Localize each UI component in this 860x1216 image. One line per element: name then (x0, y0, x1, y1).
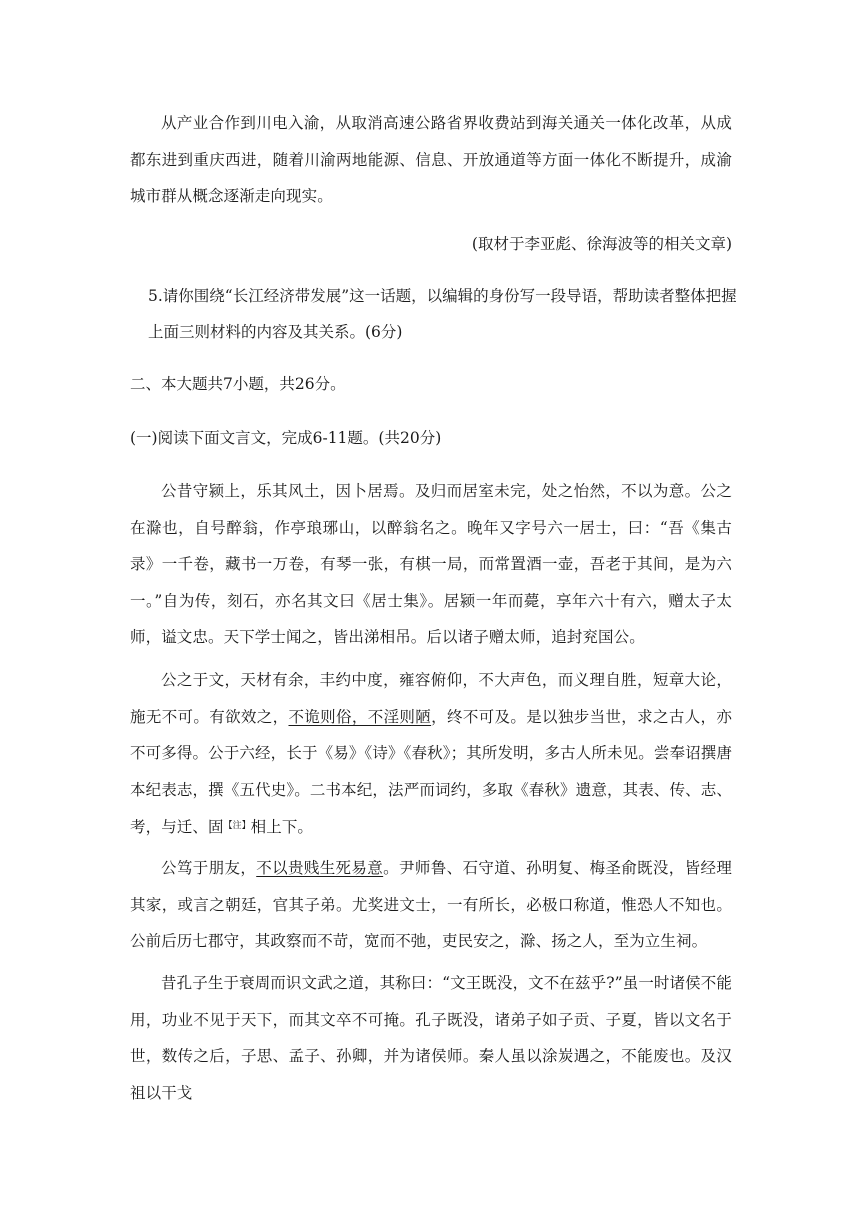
annotation-marker: 【注】 (223, 821, 251, 832)
passage-paragraph-3-text-a: 公笃于朋友， (161, 859, 257, 877)
passage-paragraph-2-text-a: 公之于文，天材有余，丰约中度，雍容俯仰，不大声色，而义理自胜，短章大论，施无不可。有欲效之， (130, 671, 732, 726)
section-heading: 二、本大题共7小题，共26分。 (130, 375, 346, 393)
question-5-line-1: 5.请你围绕“长江经济带发展”这一话题，以编辑的身份写一段导语，帮助读者整体把握 (148, 287, 737, 305)
underlined-phrase-1: 不诡则俗，不淫则陋 (288, 707, 432, 726)
passage-paragraph-2-text-b: ，终不可及。是以独步当世，求之古人，亦不可多得。公于六经，长于《易》《诗》《春秋》；其所发明，多古人所未见。尝奉诏撰唐本纪表志，撰《五代史》。二书本纪，法严而词约，多取《春秋》遗意，其表、传、志、考，与迁、固 (130, 707, 732, 837)
material-closing-paragraph: 从产业合作到川电入渝，从取消高速公路省界收费站到海关通关一体化改革，从成都东进到重庆西进，随着川渝两地能源、信息、开放通道等方面一体化不断提升，成渝城市群从概念逐渐走向现实。 (130, 114, 732, 206)
underlined-phrase-2: 不以贵贱生死易意 (256, 859, 384, 877)
passage-paragraph-2-text-c: 相上下。 (250, 818, 314, 837)
passage-paragraph-2 (130, 662, 732, 846)
passage-paragraph-3 (130, 850, 732, 960)
passage-paragraph-1: 公昔守颍上，乐其风土，因卜居焉。及归而居室未完，处之怡然，不以为意。公之在滁也，自号醉翁，作亭琅琊山，以醉翁名之。晚年又字号六一居士，曰：“吾《集古录》一千卷，藏书一万卷，有琴一张，有棋一局，而常置酒一壶，吾老于其间，是为六一。”自为传，刻石，亦名其文曰《居士集》。居颍一年而薨，享年六十有六，赠太子太师，谥文忠。天下学士闻之，皆出涕相吊。后以诸子赠太师，追封兖国公。 (130, 482, 732, 647)
question-5-line-2: 上面三则材料的内容及其关系。(6分) (148, 323, 403, 341)
classical-reading-subheading: (一)阅读下面文言文，完成6-11题。(共20分) (130, 429, 442, 447)
passage-paragraph-3-text-b: 。尹师鲁、石守道、孙明复、梅圣俞既没，皆经理其家，或言之朝廷，官其子弟。尤奖进文士，一有所长，必极口称道，惟恐人不知也。公前后历七郡守，其政察而不苛，宽而不弛，吏民安之，滁、扬之人，至为立生祠。 (130, 859, 732, 951)
source-citation: (取材于李亚彪、徐海波等的相关文章) (471, 235, 732, 253)
passage-paragraph-4: 昔孔子生于衰周而识文武之道，其称曰：“文王既没，文不在兹乎?”虽一时诸侯不能用，功业不见于天下，而其文卒不可掩。孔子既没，诸弟子如子贡、子夏，皆以文名于世，数传之后，子思、孟子、孙卿，并为诸侯师。秦人虽以涂炭遇之，不能废也。及汉祖以干戈 (130, 974, 732, 1102)
